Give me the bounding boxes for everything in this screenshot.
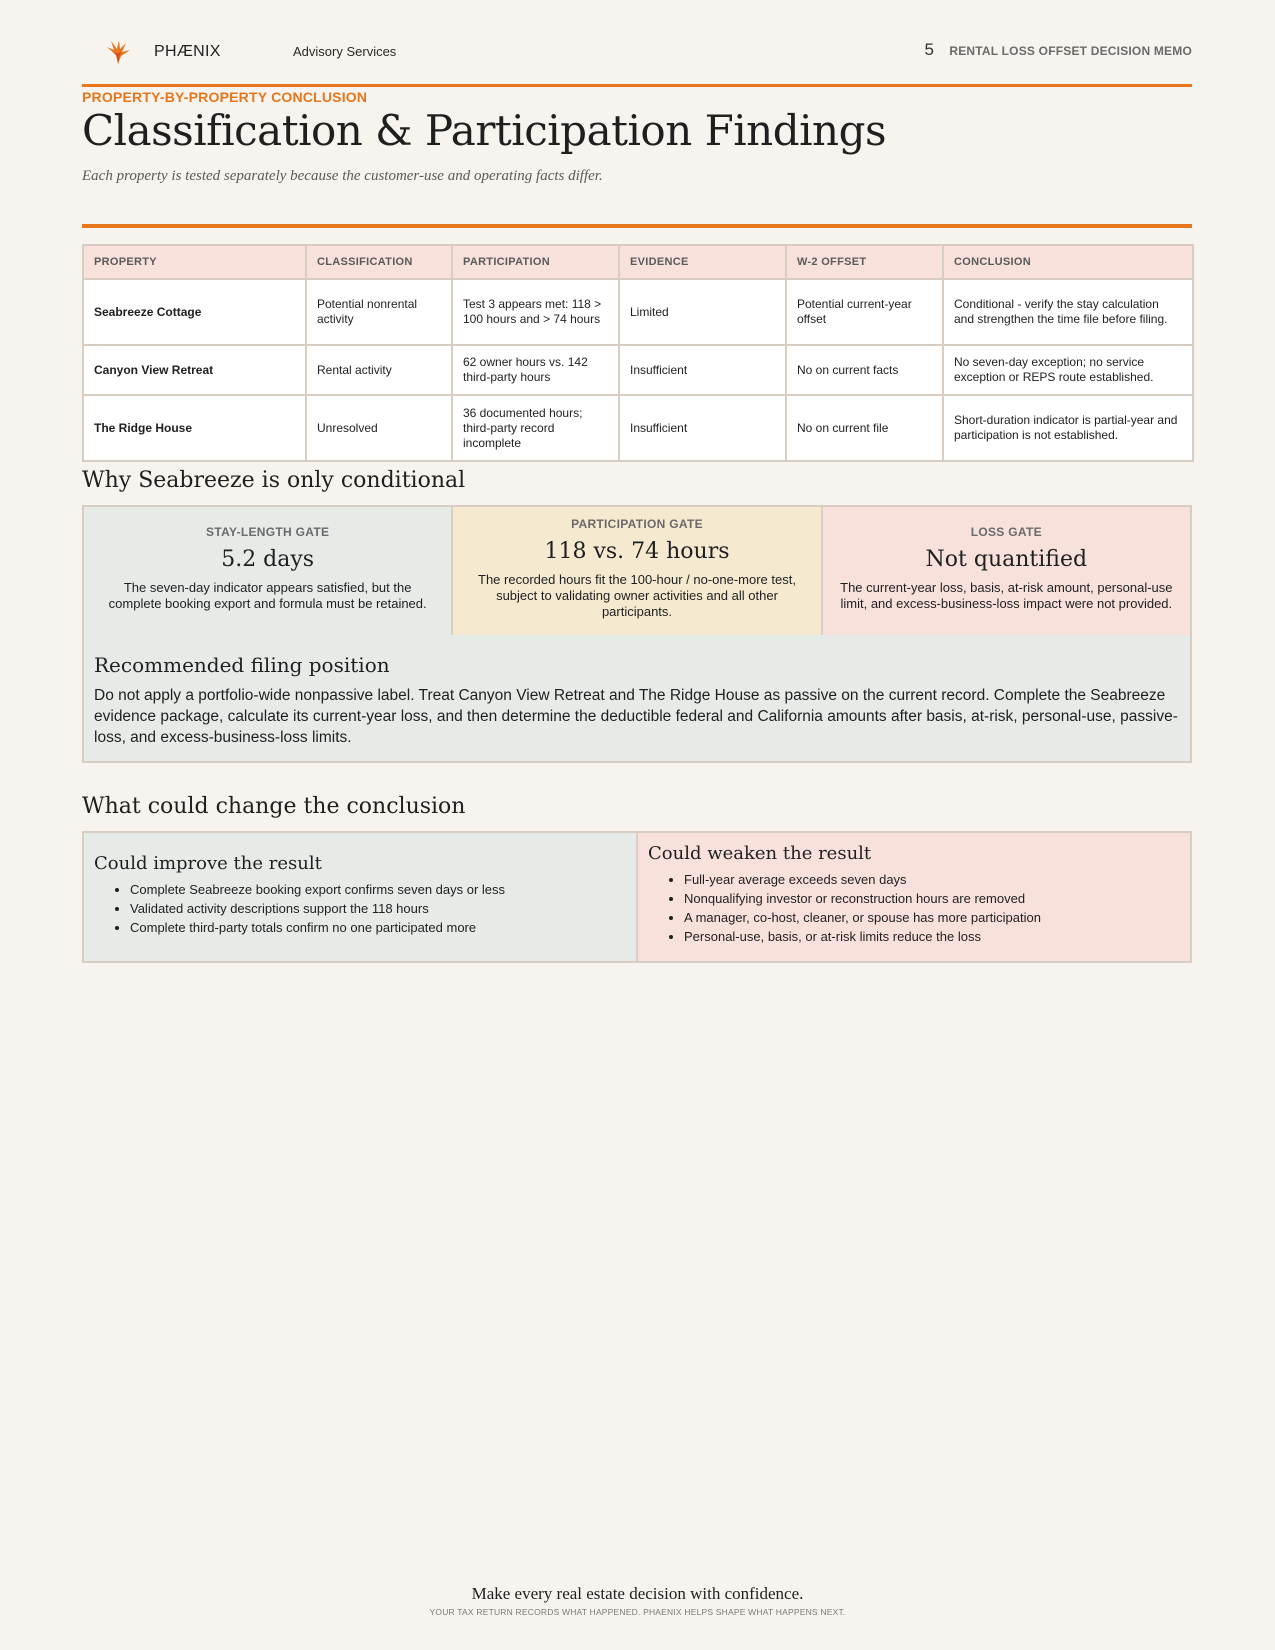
recommendation-title: Recommended filing position [94, 653, 390, 677]
page-title: Classification & Participation Findings [82, 106, 887, 155]
list-item: • Nonqualifying investor or reconstruction hours are removed [684, 889, 1180, 908]
page-subtitle: Each property is tested separately because the customer-use and operating facts differ. [82, 168, 603, 184]
page-header [82, 36, 1192, 68]
divider-top [82, 84, 1192, 87]
table-header-row [83, 245, 1193, 279]
column-header: PROPERTY [83, 245, 306, 279]
property-cell: The Ridge House [83, 395, 306, 461]
gate-value: Not quantified [925, 547, 1088, 572]
list-item: • Validated activity descriptions support the 118 hours [130, 899, 626, 918]
column-header: CLASSIFICATION [306, 245, 452, 279]
findings-table [82, 244, 1194, 462]
table-row [83, 395, 1193, 461]
gate-label: PARTICIPATION GATE [571, 517, 703, 531]
brand-subtitle: Advisory Services [293, 44, 397, 59]
participation-cell: 36 documented hours; third-party record incomplete [452, 395, 619, 461]
participation-cell: Test 3 appears met: 118 > 100 hours and > 74 hours [452, 279, 619, 345]
table-row [83, 279, 1193, 345]
classification-cell: Unresolved [306, 395, 452, 461]
conclusion-cell: Short-duration indicator is partial-year and participation is not established. [943, 395, 1193, 461]
gate-label: LOSS GATE [970, 525, 1042, 539]
divider-mid [82, 224, 1192, 228]
column-header: EVIDENCE [619, 245, 786, 279]
property-cell: Canyon View Retreat [83, 345, 306, 395]
section-eyebrow: PROPERTY-BY-PROPERTY CONCLUSION [82, 89, 368, 105]
gates-panel [82, 505, 1192, 637]
evidence-cell: Insufficient [619, 395, 786, 461]
column-header: PARTICIPATION [452, 245, 619, 279]
evidence-cell: Insufficient [619, 345, 786, 395]
weaken-title: Could weaken the result [648, 843, 872, 864]
participation-gate [451, 507, 820, 635]
evidence-cell: Limited [619, 279, 786, 345]
gate-label: STAY-LENGTH GATE [206, 525, 330, 539]
weaken-box [638, 833, 1190, 961]
list-item: • Complete third-party totals confirm no one participated more [130, 918, 626, 937]
w2-offset-cell: No on current file [786, 395, 943, 461]
gate-description: The current-year loss, basis, at-risk amount, personal-use limit, and excess-business-loss impact were not provided. [840, 580, 1173, 611]
stay-length-gate [84, 507, 451, 635]
list-item: • Personal-use, basis, or at-risk limits reduce the loss [684, 927, 1180, 946]
gate-value: 5.2 days [221, 547, 315, 572]
improve-title: Could improve the result [94, 853, 322, 874]
gate-description: The seven-day indicator appears satisfied, but the complete booking export and formula must be retained. [108, 580, 427, 611]
recommendation-text: Do not apply a portfolio-wide nonpassive label. Treat Canyon View Retreat and The Ridge House as passive on the current record. Complete the Seabreeze evidence package, calculate its current-year loss, and then determine the deductible federal and California amounts after basis, at-risk, personal-use, passive-loss, and excess-business-loss limits. [94, 687, 1178, 746]
loss-gate [821, 507, 1190, 635]
memo-title: RENTAL LOSS OFFSET DECISION MEMO [949, 44, 1192, 58]
column-header: CONCLUSION [943, 245, 1193, 279]
table-row [83, 345, 1193, 395]
column-header: W-2 OFFSET [786, 245, 943, 279]
footer-subline: YOUR TAX RETURN RECORDS WHAT HAPPENED. PHAENIX HELPS SHAPE WHAT HAPPENS NEXT. [429, 1607, 846, 1617]
conclusion-cell: Conditional - verify the stay calculation and strengthen the time file before filing. [943, 279, 1193, 345]
page-number: 5 [924, 40, 934, 59]
change-panel [82, 831, 1192, 963]
property-cell: Seabreeze Cottage [83, 279, 306, 345]
list-item: • Full-year average exceeds seven days [684, 870, 1180, 889]
classification-cell: Potential nonrental activity [306, 279, 452, 345]
why-heading: Why Seabreeze is only conditional [82, 468, 466, 493]
footer-tagline: Make every real estate decision with confidence. [471, 1584, 804, 1603]
w2-offset-cell: No on current facts [786, 345, 943, 395]
classification-cell: Rental activity [306, 345, 452, 395]
gate-description: The recorded hours fit the 100-hour / no-one-more test, subject to validating owner activities and all other participants. [478, 572, 796, 619]
weaken-list [648, 870, 1180, 946]
w2-offset-cell: Potential current-year offset [786, 279, 943, 345]
list-item: • A manager, co-host, cleaner, or spouse has more participation [684, 908, 1180, 927]
conclusion-cell: No seven-day exception; no service exception or REPS route established. [943, 345, 1193, 395]
phoenix-bird-icon [104, 38, 132, 66]
improve-list [94, 880, 626, 937]
list-item: • Complete Seabreeze booking export confirms seven days or less [130, 880, 626, 899]
brand-name: PHÆNIX [154, 43, 221, 60]
change-heading: What could change the conclusion [82, 794, 466, 819]
recommendation-panel [82, 635, 1192, 763]
gate-value: 118 vs. 74 hours [544, 539, 730, 564]
participation-cell: 62 owner hours vs. 142 third-party hours [452, 345, 619, 395]
improve-box [84, 833, 638, 961]
